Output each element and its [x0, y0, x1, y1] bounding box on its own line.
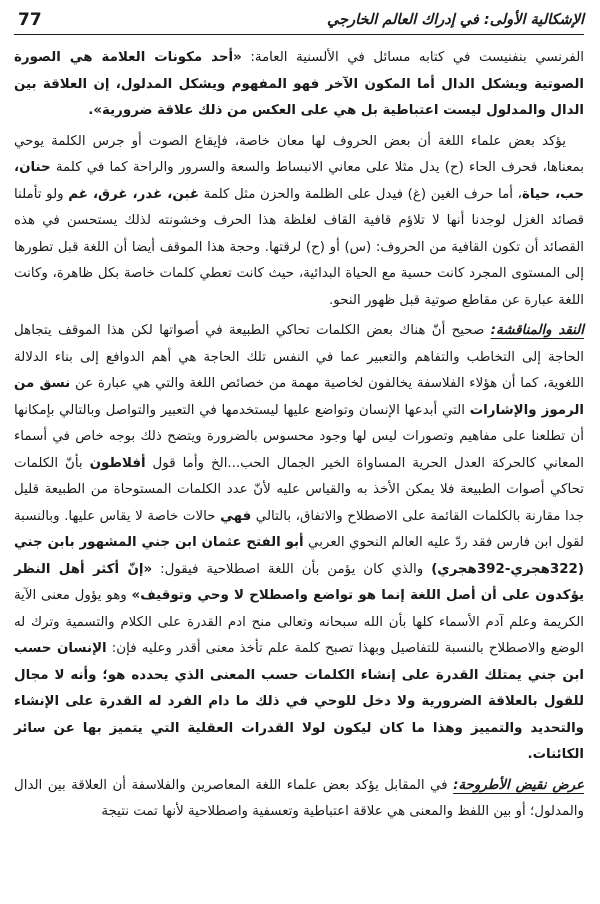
example-words-ghain: غبن، غدر، غرق، غم: [68, 186, 200, 202]
running-header: [14, 6, 584, 35]
word-fahiya: فهي: [220, 508, 252, 524]
quote-ibn-jinni: «إنّ أكثر أهل النظر يؤكدون على أن أصل اللغة إنما هو تواضع واصطلاح لا وحي وتوقيف»: [14, 561, 584, 603]
text-run: الفرنسي بنفنيست في كتابه مسائل في الألسنية العامة:: [241, 50, 584, 65]
paragraph-letter-meanings: [14, 129, 584, 315]
body-text: [14, 45, 584, 826]
name-ibn-jinni: أبو الفتح عثمان ابن جني المشهور بابن جني (322هجري-392هجري): [14, 535, 584, 577]
running-title: الإشكالية الأولى: في إدراك العالم الخارجي: [327, 12, 584, 28]
text-run: يؤكد بعض علماء اللغة أن بعض الحروف لها معان خاصة، فإيقاع الصوت أو جرس الكلمة يوحي بمعناها، فحرف الحاء (ح) يدل مثلا على معاني الانبساط والسعة والسرور والراحة كما في كلمة: [14, 133, 584, 175]
text-run: حالات خاصة لا يقاس عليها. وبالنسبة لقول ابن فارس فقد ردّ عليه العالم النحوي العربي: [14, 508, 584, 550]
section-heading-critique: النقد والمناقشة:: [490, 323, 584, 338]
text-run: صحيح أنّ هناك بعض الكلمات تحاكي الطبيعة في أصواتها لكن هذا الموقف يتجاهل الحاجة إلى التخاطب والتفاهم والتعبير عما في النفس تلك الحاجة هي أهم الدوافع إلى بناء الدلالة اللغوية، كما أن هؤلاء الفلاسفة يخالفون لخاصية مهمة من خصائص اللغة والتي هي عبارة عن: [14, 323, 585, 391]
paragraph-antithesis: [14, 773, 584, 826]
text-run: وهو يؤول معنى الآية الكريمة وعلم آدم الأسماء كلها بأن الله سبحانه وتعالى منح ادم القدرة على الكلام والتسمية وترك له الوضع والاصطلاح بالنسبة للتفاصيل وبهذا تصبح كلمة علم تأخذ معنى أقدر وعليه فإن:: [14, 588, 584, 656]
text-run: في المقابل يؤكد بعض علماء اللغة المعاصرين والفلاسفة أن العلاقة بين الدال والمدلول؛ أو بين اللفظ والمعنى هي علاقة اعتباطية وتعسفية واصطلاحية لأنها تمت نتيجة: [14, 777, 584, 819]
paragraph-critique: [14, 318, 584, 769]
example-words-haa: حنان، حب، حياة: [14, 160, 584, 202]
text-run: التي أبدعها الإنسان وتواضع عليها ليستخدمها في التعبير والتواصل وبالتالي بإمكانها أن تطلعنا على مفاهيم وتصورات ليس لها وجود محسوس بالضرورة ويتضح ذلك بوجه خاص في أسماء المعاني كالحركة العدل الحرية المساواة الخير الجمال الحب...الخ وأما قول: [14, 402, 584, 471]
quote-benveniste: «أحد مكونات العلامة هي الصورة الصوتية ويشكل الدال أما المكون الآخر فهو المفهوم ويشكل المدلول، إن العلاقة بين الدال والمدلول ليست اعتباطية بل هي على العكس من ذلك علاقة ضرورية».: [14, 50, 584, 118]
section-heading-antithesis: عرض نقيض الأطروحة:: [453, 777, 584, 793]
text-run: ولو تأملنا قصائد الغزل لوجدنا أنها لا تلاؤم قافية القاف لغلظة هذا الحرف وخشونته لذلك يستحسن في هذه القصائد أن تكون القافية من الحروف: (س) أو (ح) لرقتها. وحجة هذا الموقف أيضا أن اللغة قبل تطورها إلى المستوى المجرد كانت حسية مع الحياة البدائية، حيث كانت تعطي كلمات خاصة بكل ظاهرة، وكانت اللغة عبارة عن مقاطع صوتية قبل ظهور النحو.: [14, 186, 584, 308]
name-plato: أفلاطون: [89, 455, 146, 471]
paragraph-benveniste-quote: [14, 45, 584, 125]
text-run: بأنّ الكلمات تحاكي أصوات الطبيعة فلا يمكن الأخذ به والقياس عليه لأنّ عدد الكلمات المستوحاة من الطبيعة قليل جدا مقارنة بالكلمات القائمة على الاصطلاح والاتفاق، بالتالي: [14, 455, 584, 524]
page-number: 77: [18, 10, 42, 30]
text-run: ، أما حرف الغين (غ) فيدل على الظلمة والحزن مثل كلمة: [199, 186, 522, 202]
term-symbol-system: نسق من الرموز والإشارات: [14, 376, 584, 418]
conclusion-ibn-jinni: الإنسان حسب ابن جني يمتلك القدرة على إنشاء الكلمات حسب المعنى الذي يحدده هو؛ وأنه لا مجال للقول بالعلاقة الضرورية ولا دخل للوحي في ذلك ما دام الفرد له القدرة على الإنشاء والتحديد والتمييز وهذا ما كان ليكون لولا القدرات العقلية التي يتميز بها عن سائر الكائنات.: [14, 641, 584, 762]
text-run: والذي كان يؤمن بأن اللغة اصطلاحية فيقول:: [152, 561, 432, 577]
